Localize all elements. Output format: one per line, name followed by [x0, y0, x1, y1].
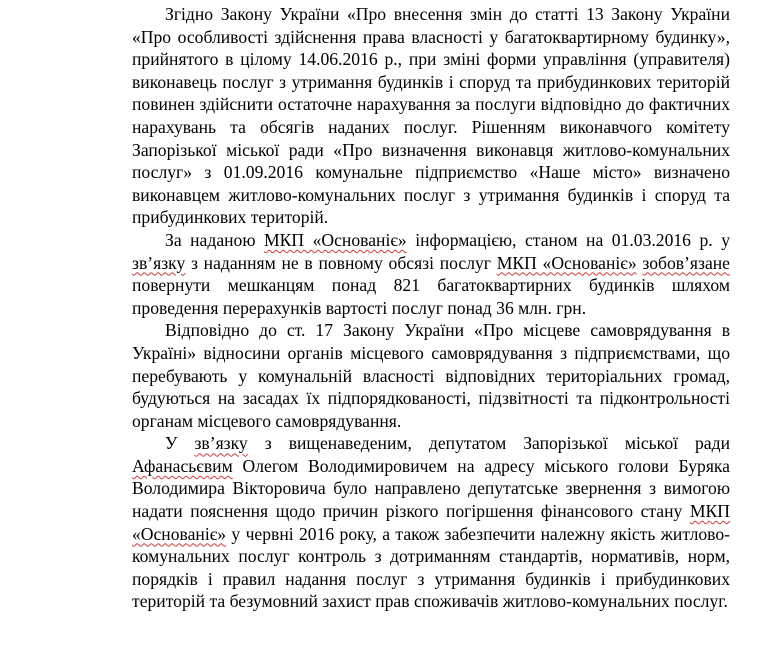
paragraph-local-government: Відповідно до ст. 17 Закону України «Про місцеве самоврядування в Україні» відносини органів місцевого самоврядування з підприємствами, що перебувають у комунальній власності відповідних територіальних громад, будуються на засадах їх підпорядкованості, підзвітності та підконтрольності органам місцевого самоврядування.	[132, 320, 730, 431]
spellcheck-word: МКП «Основаніє»	[496, 252, 637, 273]
text-segment: з наданням не в повному обсязі послуг	[185, 252, 497, 273]
spellcheck-word: зв’язку	[132, 252, 186, 273]
text-segment: повернути мешканцям понад 821 багатоквартирних будинків шляхом проведення перерахунків вартості послуг понад 36 млн. грн.	[132, 275, 730, 318]
text-segment: Олегом Володимировичем на адресу міського голови Буряка Володимира Вікторовича було направлено депутатське звернення з вимогою надати пояснення щодо причин різкого погіршення фінансового стану	[132, 455, 730, 522]
spellcheck-word: зв’язку	[194, 433, 248, 454]
paragraph-deputy-appeal	[132, 432, 730, 613]
text-segment: у червні 2016 року, а також забезпечити належну якість житлово-комунальних послуг контроль з дотриманням стандартів, нормативів, норм, порядків і правил надання послуг з утримання будинків і прибудинкових територій та безумовний захист прав споживачів житлово-комунальних послуг.	[132, 523, 730, 612]
document-body	[132, 3, 730, 613]
spellcheck-word: зобов’язане	[642, 252, 730, 273]
paragraph-law-amendment: Згідно Закону України «Про внесення змін до статті 13 Закону України «Про особливості здійснення права власності у багатоквартирному будинку», прийнятого в цілому 14.06.2016 р., при зміні форми управління (управителя) виконавець послуг з утримання будинків і споруд та прибудинкових територій повинен здійснити остаточне нарахування за послуги відповідно до фактичних нарахувань та обсягів наданих послуг. Рішенням виконавчого комітету Запорізької міської ради «Про визначення виконавця житлово-комунальних послуг» з 01.09.2016 комунальне підприємство «Наше місто» визначено виконавцем житлово-комунальних послуг з утримання будинків і споруд та прибудинкових територій.	[132, 4, 730, 228]
text-segment: У	[165, 433, 195, 454]
text-segment: з вищенаведеним, депутатом Запорізької міської ради	[247, 433, 730, 454]
spellcheck-word: МКП «Основаніє»	[264, 229, 407, 250]
spellcheck-word: МКП «Основаніє»	[132, 501, 730, 544]
text-segment: За наданою	[165, 229, 265, 250]
spellcheck-word: Афанасьєвим	[132, 455, 233, 476]
paragraph-recalculation	[132, 229, 730, 319]
text-segment: інформацією, станом на 01.03.2016 р. у	[406, 229, 730, 250]
